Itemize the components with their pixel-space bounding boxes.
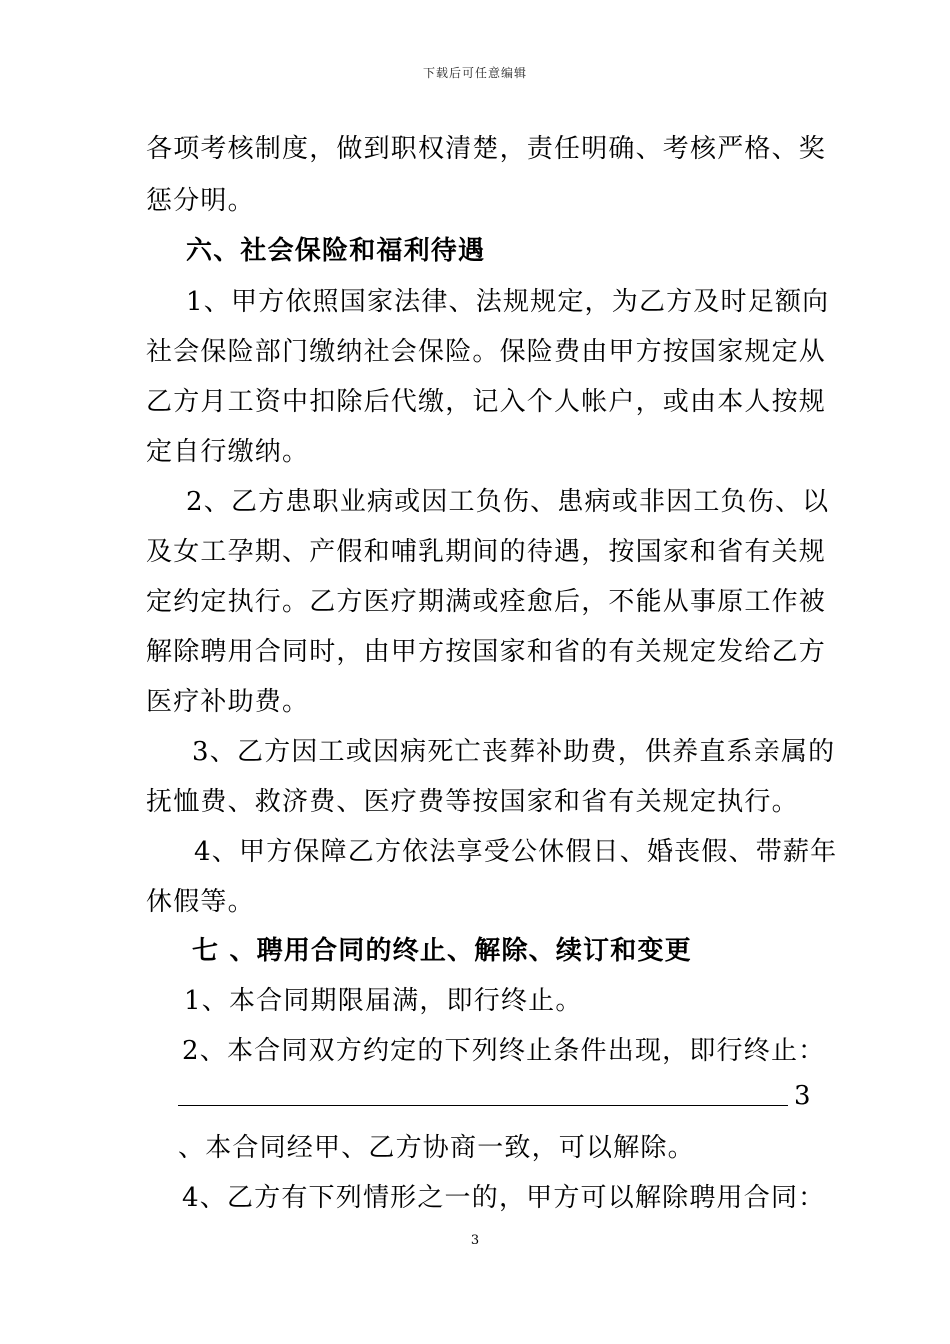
blank-fill-line (178, 1080, 828, 1112)
body-line: 解除聘用合同时，由甲方按国家和省的有关规定发给乙方 (146, 637, 827, 667)
body-line: 定自行缴纳。 (146, 437, 310, 467)
body-line: 医疗补助费。 (146, 687, 310, 717)
section-heading-seven: 七 、聘用合同的终止、解除、续订和变更 (192, 936, 692, 966)
clause-line: 、本合同经甲、乙方协商一致，可以解除。 (178, 1133, 695, 1163)
body-line: 惩分明。 (146, 186, 255, 216)
body-line: 乙方月工资中扣除后代缴，记入个人帐户，或由本人按规 (146, 387, 827, 417)
page-number: 3 (470, 1233, 480, 1248)
section-heading-six: 六、社会保险和福利待遇 (186, 236, 486, 266)
body-line: 社会保险部门缴纳社会保险。保险费由甲方按国家规定从 (146, 337, 827, 367)
blank-underline (178, 1105, 788, 1106)
clause-line: 1、本合同期限届满，即行终止。 (184, 986, 583, 1016)
clause-line: 1、甲方依照国家法律、法规规定，为乙方及时足额向 (186, 287, 830, 317)
body-line: 及女工孕期、产假和哺乳期间的待遇，按国家和省有关规 (146, 537, 827, 567)
clause-line: 3、乙方因工或因病死亡丧葬补助费，供养直系亲属的 (192, 737, 836, 767)
clause-line: 2、乙方患职业病或因工负伤、患病或非因工负伤、以 (186, 487, 830, 517)
body-line: 定约定执行。乙方医疗期满或痊愈后，不能从事原工作被 (146, 587, 827, 617)
clause-line: 4、甲方保障乙方依法享受公休假日、婚丧假、带薪年 (194, 837, 838, 867)
page-header: 下载后可任意编辑 (422, 66, 527, 80)
clause-line: 4、乙方有下列情形之一的，甲方可以解除聘用合同： (182, 1183, 826, 1213)
body-line: 各项考核制度，做到职权清楚，责任明确、考核严格、奖 (146, 134, 827, 164)
body-line: 抚恤费、救济费、医疗费等按国家和省有关规定执行。 (146, 787, 799, 817)
clause-number: 3 (794, 1081, 811, 1111)
clause-line: 2、本合同双方约定的下列终止条件出现，即行终止： (182, 1036, 826, 1066)
body-line: 休假等。 (146, 887, 255, 917)
